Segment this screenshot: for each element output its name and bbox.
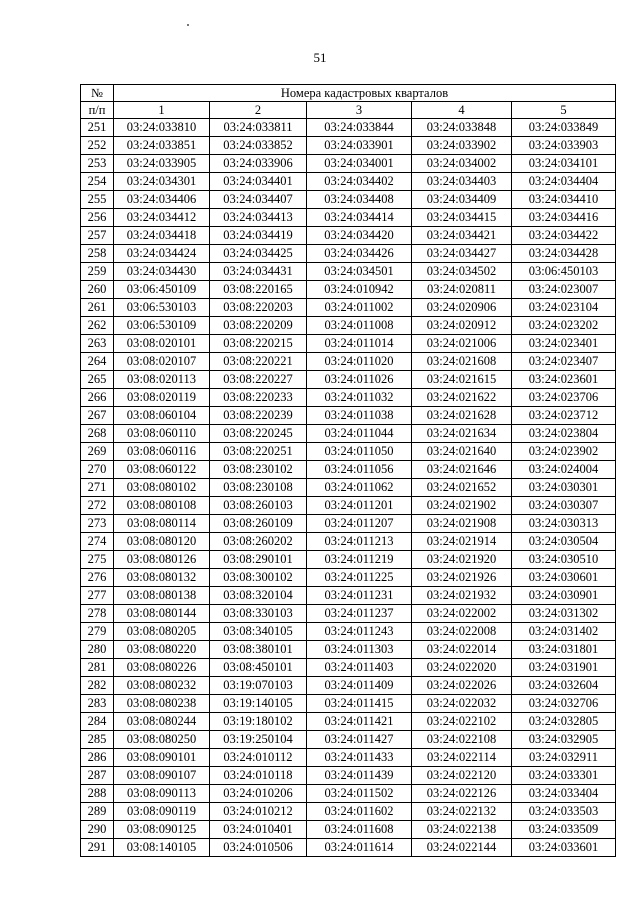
cadastral-number-cell: 03:24:034421 (412, 227, 512, 245)
cadastral-number-cell: 03:08:020101 (114, 335, 210, 353)
row-number: 260 (81, 281, 114, 299)
table-row (81, 623, 616, 641)
cadastral-number-cell: 03:24:030901 (512, 587, 616, 605)
cadastral-number-cell: 03:24:021608 (412, 353, 512, 371)
cadastral-number-cell: 03:24:032706 (512, 695, 616, 713)
row-number: 251 (81, 119, 114, 137)
cadastral-number-cell: 03:24:034427 (412, 245, 512, 263)
cadastral-number-cell: 03:24:021006 (412, 335, 512, 353)
table-row (81, 281, 616, 299)
cadastral-number-cell: 03:08:330103 (210, 605, 307, 623)
cadastral-number-cell: 03:06:530103 (114, 299, 210, 317)
cadastral-number-cell: 03:24:022120 (412, 767, 512, 785)
table-row (81, 209, 616, 227)
cadastral-number-cell: 03:24:034002 (412, 155, 512, 173)
cadastral-number-cell: 03:08:220209 (210, 317, 307, 335)
cadastral-number-cell: 03:24:033301 (512, 767, 616, 785)
cadastral-number-cell: 03:19:070103 (210, 677, 307, 695)
cadastral-number-cell: 03:19:140105 (210, 695, 307, 713)
cadastral-number-cell: 03:08:060122 (114, 461, 210, 479)
cadastral-number-cell: 03:24:034426 (307, 245, 412, 263)
cadastral-number-cell: 03:24:033503 (512, 803, 616, 821)
cadastral-number-cell: 03:08:220215 (210, 335, 307, 353)
cadastral-number-cell: 03:24:011415 (307, 695, 412, 713)
table-row (81, 317, 616, 335)
cadastral-number-cell: 03:24:011020 (307, 353, 412, 371)
cadastral-number-cell: 03:08:080102 (114, 479, 210, 497)
cadastral-number-cell: 03:24:010942 (307, 281, 412, 299)
row-number: 281 (81, 659, 114, 677)
cadastral-number-cell: 03:24:011237 (307, 605, 412, 623)
cadastral-number-cell: 03:24:011439 (307, 767, 412, 785)
cadastral-number-cell: 03:24:034418 (114, 227, 210, 245)
cadastral-number-cell: 03:08:090113 (114, 785, 210, 803)
cadastral-number-cell: 03:24:011002 (307, 299, 412, 317)
header-group-title: Номера кадастровых кварталов (114, 85, 616, 102)
row-number: 271 (81, 479, 114, 497)
cadastral-number-cell: 03:24:033844 (307, 119, 412, 137)
header-row-index: п/п (81, 102, 114, 119)
cadastral-number-cell: 03:24:010212 (210, 803, 307, 821)
cadastral-number-cell: 03:24:033404 (512, 785, 616, 803)
table-row (81, 389, 616, 407)
cadastral-number-cell: 03:24:034412 (114, 209, 210, 227)
row-number: 270 (81, 461, 114, 479)
cadastral-number-cell: 03:24:030313 (512, 515, 616, 533)
cadastral-number-cell: 03:08:220251 (210, 443, 307, 461)
row-number: 283 (81, 695, 114, 713)
cadastral-number-cell: 03:24:022126 (412, 785, 512, 803)
row-number: 262 (81, 317, 114, 335)
cadastral-number-cell: 03:24:011231 (307, 587, 412, 605)
cadastral-number-cell: 03:24:022132 (412, 803, 512, 821)
cadastral-number-cell: 03:24:023706 (512, 389, 616, 407)
cadastral-number-cell: 03:24:021914 (412, 533, 512, 551)
cadastral-number-cell: 03:08:020119 (114, 389, 210, 407)
cadastral-number-cell: 03:08:080250 (114, 731, 210, 749)
cadastral-number-cell: 03:08:080226 (114, 659, 210, 677)
cadastral-number-cell: 03:24:033810 (114, 119, 210, 137)
cadastral-number-cell: 03:24:011014 (307, 335, 412, 353)
cadastral-number-cell: 03:24:010118 (210, 767, 307, 785)
cadastral-number-cell: 03:08:450101 (210, 659, 307, 677)
cadastral-number-cell: 03:08:220203 (210, 299, 307, 317)
row-number: 258 (81, 245, 114, 263)
table-row (81, 137, 616, 155)
cadastral-number-cell: 03:24:022114 (412, 749, 512, 767)
row-number: 274 (81, 533, 114, 551)
cadastral-number-cell: 03:08:140105 (114, 839, 210, 857)
cadastral-number-cell: 03:08:220221 (210, 353, 307, 371)
cadastral-number-cell: 03:24:022102 (412, 713, 512, 731)
table-row (81, 569, 616, 587)
cadastral-number-cell: 03:19:180102 (210, 713, 307, 731)
row-number: 253 (81, 155, 114, 173)
cadastral-number-cell: 03:24:034416 (512, 209, 616, 227)
cadastral-number-cell: 03:08:380101 (210, 641, 307, 659)
cadastral-number-cell: 03:24:020906 (412, 299, 512, 317)
table-row (81, 749, 616, 767)
cadastral-number-cell: 03:24:021628 (412, 407, 512, 425)
cadastral-number-cell: 03:08:260103 (210, 497, 307, 515)
cadastral-number-cell: 03:24:033902 (412, 137, 512, 155)
cadastral-number-cell: 03:24:010112 (210, 749, 307, 767)
row-number: 290 (81, 821, 114, 839)
table-row (81, 119, 616, 137)
row-number: 280 (81, 641, 114, 659)
column-header-5: 5 (512, 102, 616, 119)
table-row (81, 731, 616, 749)
row-number: 268 (81, 425, 114, 443)
cadastral-number-cell: 03:08:300102 (210, 569, 307, 587)
column-header-1: 1 (114, 102, 210, 119)
table-row (81, 641, 616, 659)
cadastral-number-cell: 03:24:011409 (307, 677, 412, 695)
cadastral-number-cell: 03:24:034501 (307, 263, 412, 281)
cadastral-number-cell: 03:24:021634 (412, 425, 512, 443)
cadastral-number-cell: 03:08:080238 (114, 695, 210, 713)
page-number: 51 (313, 50, 327, 65)
cadastral-number-cell: 03:08:080232 (114, 677, 210, 695)
cadastral-number-cell: 03:24:010401 (210, 821, 307, 839)
row-number: 254 (81, 173, 114, 191)
cadastral-quarters-table (80, 84, 616, 857)
cadastral-number-cell: 03:06:450103 (512, 263, 616, 281)
cadastral-number-cell: 03:08:220245 (210, 425, 307, 443)
cadastral-number-cell: 03:06:530109 (114, 317, 210, 335)
cadastral-number-cell: 03:06:450109 (114, 281, 210, 299)
row-number: 266 (81, 389, 114, 407)
cadastral-number-cell: 03:08:340105 (210, 623, 307, 641)
cadastral-number-cell: 03:24:031302 (512, 605, 616, 623)
cadastral-number-cell: 03:24:011201 (307, 497, 412, 515)
table-row (81, 713, 616, 731)
cadastral-number-cell: 03:24:034401 (210, 173, 307, 191)
cadastral-number-cell: 03:24:011421 (307, 713, 412, 731)
cadastral-number-cell: 03:08:090107 (114, 767, 210, 785)
cadastral-number-cell: 03:24:031801 (512, 641, 616, 659)
column-header-3: 3 (307, 102, 412, 119)
table-row (81, 371, 616, 389)
cadastral-number-cell: 03:24:031901 (512, 659, 616, 677)
row-number: 264 (81, 353, 114, 371)
cadastral-number-cell: 03:08:090125 (114, 821, 210, 839)
cadastral-number-cell: 03:24:021932 (412, 587, 512, 605)
table-row (81, 479, 616, 497)
table-row (81, 803, 616, 821)
table-row (81, 425, 616, 443)
table-row (81, 173, 616, 191)
cadastral-number-cell: 03:24:030504 (512, 533, 616, 551)
row-number: 285 (81, 731, 114, 749)
cadastral-number-cell: 03:24:011433 (307, 749, 412, 767)
cadastral-number-cell: 03:08:090101 (114, 749, 210, 767)
cadastral-number-cell: 03:24:034101 (512, 155, 616, 173)
cadastral-number-cell: 03:24:011050 (307, 443, 412, 461)
cadastral-number-cell: 03:24:023401 (512, 335, 616, 353)
table-row (81, 695, 616, 713)
cadastral-number-cell: 03:08:260109 (210, 515, 307, 533)
row-number: 265 (81, 371, 114, 389)
row-number: 261 (81, 299, 114, 317)
cadastral-number-cell: 03:24:034424 (114, 245, 210, 263)
cadastral-number-cell: 03:24:032911 (512, 749, 616, 767)
cadastral-number-cell: 03:08:090119 (114, 803, 210, 821)
cadastral-number-cell: 03:08:220233 (210, 389, 307, 407)
cadastral-number-cell: 03:24:011044 (307, 425, 412, 443)
row-number: 259 (81, 263, 114, 281)
cadastral-number-cell: 03:08:080108 (114, 497, 210, 515)
cadastral-number-cell: 03:24:034402 (307, 173, 412, 191)
cadastral-number-cell: 03:24:023601 (512, 371, 616, 389)
cadastral-number-cell: 03:24:021615 (412, 371, 512, 389)
cadastral-number-cell: 03:24:011608 (307, 821, 412, 839)
cadastral-number-cell: 03:24:034415 (412, 209, 512, 227)
cadastral-number-cell: 03:24:024004 (512, 461, 616, 479)
row-number: 288 (81, 785, 114, 803)
row-number: 278 (81, 605, 114, 623)
cadastral-number-cell: 03:24:032805 (512, 713, 616, 731)
cadastral-number-cell: 03:08:080244 (114, 713, 210, 731)
cadastral-number-cell: 03:24:020912 (412, 317, 512, 335)
row-number: 277 (81, 587, 114, 605)
cadastral-number-cell: 03:24:011427 (307, 731, 412, 749)
cadastral-number-cell: 03:24:034420 (307, 227, 412, 245)
table-row (81, 407, 616, 425)
cadastral-number-cell: 03:24:011502 (307, 785, 412, 803)
cadastral-number-cell: 03:24:034431 (210, 263, 307, 281)
table-row (81, 191, 616, 209)
cadastral-number-cell: 03:24:022002 (412, 605, 512, 623)
cadastral-number-cell: 03:24:034403 (412, 173, 512, 191)
cadastral-number-cell: 03:08:220239 (210, 407, 307, 425)
table-row (81, 245, 616, 263)
cadastral-number-cell: 03:08:080126 (114, 551, 210, 569)
header-number-sign: № (81, 85, 114, 102)
cadastral-number-cell: 03:24:033905 (114, 155, 210, 173)
row-number: 286 (81, 749, 114, 767)
cadastral-number-cell: 03:24:011213 (307, 533, 412, 551)
cadastral-number-cell: 03:24:034502 (412, 263, 512, 281)
row-number: 272 (81, 497, 114, 515)
cadastral-number-cell: 03:24:033509 (512, 821, 616, 839)
cadastral-number-cell: 03:24:023712 (512, 407, 616, 425)
cadastral-number-cell: 03:24:022032 (412, 695, 512, 713)
cadastral-number-cell: 03:24:021902 (412, 497, 512, 515)
cadastral-number-cell: 03:08:060104 (114, 407, 210, 425)
cadastral-number-cell: 03:24:034428 (512, 245, 616, 263)
cadastral-number-cell: 03:24:034419 (210, 227, 307, 245)
table-row (81, 353, 616, 371)
cadastral-number-cell: 03:24:022026 (412, 677, 512, 695)
cadastral-number-cell: 03:24:034408 (307, 191, 412, 209)
cadastral-number-cell: 03:08:080120 (114, 533, 210, 551)
cadastral-number-cell: 03:08:060110 (114, 425, 210, 443)
cadastral-number-cell: 03:24:030301 (512, 479, 616, 497)
cadastral-number-cell: 03:24:023407 (512, 353, 616, 371)
cadastral-number-cell: 03:24:033601 (512, 839, 616, 857)
row-number: 257 (81, 227, 114, 245)
table-row (81, 155, 616, 173)
row-number: 282 (81, 677, 114, 695)
row-number: 279 (81, 623, 114, 641)
row-number: 291 (81, 839, 114, 857)
table-row (81, 335, 616, 353)
cadastral-number-cell: 03:24:023007 (512, 281, 616, 299)
cadastral-number-cell: 03:24:011038 (307, 407, 412, 425)
cadastral-number-cell: 03:24:011008 (307, 317, 412, 335)
cadastral-number-cell: 03:24:030601 (512, 569, 616, 587)
table-row (81, 461, 616, 479)
cadastral-number-cell: 03:08:290101 (210, 551, 307, 569)
table-row (81, 821, 616, 839)
table-row (81, 299, 616, 317)
cadastral-number-cell: 03:24:034414 (307, 209, 412, 227)
cadastral-number-cell: 03:24:021908 (412, 515, 512, 533)
cadastral-number-cell: 03:24:034413 (210, 209, 307, 227)
cadastral-number-cell: 03:24:011062 (307, 479, 412, 497)
cadastral-number-cell: 03:24:034422 (512, 227, 616, 245)
cadastral-number-cell: 03:24:011219 (307, 551, 412, 569)
row-number: 287 (81, 767, 114, 785)
cadastral-number-cell: 03:24:034410 (512, 191, 616, 209)
scan-speck (187, 24, 189, 26)
row-number: 269 (81, 443, 114, 461)
cadastral-number-cell: 03:24:010506 (210, 839, 307, 857)
cadastral-number-cell: 03:08:060116 (114, 443, 210, 461)
cadastral-number-cell: 03:24:034406 (114, 191, 210, 209)
cadastral-number-cell: 03:24:030510 (512, 551, 616, 569)
cadastral-number-cell: 03:24:022008 (412, 623, 512, 641)
cadastral-number-cell: 03:24:033849 (512, 119, 616, 137)
cadastral-number-cell: 03:24:034404 (512, 173, 616, 191)
row-number: 276 (81, 569, 114, 587)
row-number: 273 (81, 515, 114, 533)
cadastral-number-cell: 03:08:080220 (114, 641, 210, 659)
cadastral-number-cell: 03:08:020113 (114, 371, 210, 389)
cadastral-number-cell: 03:08:080205 (114, 623, 210, 641)
cadastral-number-cell: 03:24:021920 (412, 551, 512, 569)
row-number: 284 (81, 713, 114, 731)
cadastral-number-cell: 03:24:011602 (307, 803, 412, 821)
table-row (81, 551, 616, 569)
cadastral-number-cell: 03:24:011056 (307, 461, 412, 479)
table-row (81, 659, 616, 677)
table-row (81, 263, 616, 281)
column-header-2: 2 (210, 102, 307, 119)
table-row (81, 677, 616, 695)
cadastral-number-cell: 03:24:032604 (512, 677, 616, 695)
cadastral-number-cell: 03:08:260202 (210, 533, 307, 551)
table-row (81, 767, 616, 785)
cadastral-number-cell: 03:24:034001 (307, 155, 412, 173)
cadastral-number-cell: 03:08:080114 (114, 515, 210, 533)
cadastral-number-cell: 03:24:011243 (307, 623, 412, 641)
cadastral-number-cell: 03:24:034409 (412, 191, 512, 209)
cadastral-number-cell: 03:24:011207 (307, 515, 412, 533)
cadastral-number-cell: 03:24:020811 (412, 281, 512, 299)
table-body (81, 119, 616, 857)
row-number: 256 (81, 209, 114, 227)
cadastral-number-cell: 03:24:034425 (210, 245, 307, 263)
cadastral-number-cell: 03:24:022138 (412, 821, 512, 839)
cadastral-number-cell: 03:24:033852 (210, 137, 307, 155)
cadastral-number-cell: 03:24:033906 (210, 155, 307, 173)
cadastral-number-cell: 03:24:033851 (114, 137, 210, 155)
cadastral-number-cell: 03:08:080132 (114, 569, 210, 587)
cadastral-number-cell: 03:08:080144 (114, 605, 210, 623)
cadastral-number-cell: 03:08:020107 (114, 353, 210, 371)
row-number: 252 (81, 137, 114, 155)
row-number: 275 (81, 551, 114, 569)
table-row (81, 605, 616, 623)
cadastral-number-cell: 03:24:023104 (512, 299, 616, 317)
row-number: 263 (81, 335, 114, 353)
column-header-4: 4 (412, 102, 512, 119)
cadastral-number-cell: 03:24:021640 (412, 443, 512, 461)
cadastral-number-cell: 03:24:034430 (114, 263, 210, 281)
cadastral-number-cell: 03:08:230108 (210, 479, 307, 497)
cadastral-number-cell: 03:24:030307 (512, 497, 616, 515)
cadastral-number-cell: 03:24:011026 (307, 371, 412, 389)
cadastral-number-cell: 03:08:220165 (210, 281, 307, 299)
cadastral-number-cell: 03:24:021652 (412, 479, 512, 497)
cadastral-number-cell: 03:08:320104 (210, 587, 307, 605)
cadastral-number-cell: 03:24:033903 (512, 137, 616, 155)
cadastral-number-cell: 03:24:034301 (114, 173, 210, 191)
cadastral-number-cell: 03:24:022020 (412, 659, 512, 677)
table-row (81, 785, 616, 803)
cadastral-number-cell: 03:19:250104 (210, 731, 307, 749)
cadastral-number-cell: 03:24:023202 (512, 317, 616, 335)
table-row (81, 497, 616, 515)
cadastral-number-cell: 03:24:011614 (307, 839, 412, 857)
cadastral-number-cell: 03:24:023804 (512, 425, 616, 443)
cadastral-number-cell: 03:24:031402 (512, 623, 616, 641)
cadastral-number-cell: 03:24:021646 (412, 461, 512, 479)
cadastral-number-cell: 03:24:021926 (412, 569, 512, 587)
cadastral-number-cell: 03:24:022014 (412, 641, 512, 659)
cadastral-number-cell: 03:24:033811 (210, 119, 307, 137)
cadastral-number-cell: 03:24:010206 (210, 785, 307, 803)
cadastral-number-cell: 03:24:022108 (412, 731, 512, 749)
table-row (81, 227, 616, 245)
cadastral-number-cell: 03:24:034407 (210, 191, 307, 209)
row-number: 255 (81, 191, 114, 209)
row-number: 267 (81, 407, 114, 425)
cadastral-number-cell: 03:24:021622 (412, 389, 512, 407)
cadastral-number-cell: 03:24:033901 (307, 137, 412, 155)
table-row (81, 515, 616, 533)
table-row (81, 587, 616, 605)
cadastral-number-cell: 03:08:230102 (210, 461, 307, 479)
table-row (81, 533, 616, 551)
cadastral-number-cell: 03:24:011032 (307, 389, 412, 407)
cadastral-number-cell: 03:24:011225 (307, 569, 412, 587)
table-row (81, 443, 616, 461)
cadastral-number-cell: 03:24:011303 (307, 641, 412, 659)
cadastral-number-cell: 03:24:033848 (412, 119, 512, 137)
table-row (81, 839, 616, 857)
row-number: 289 (81, 803, 114, 821)
cadastral-number-cell: 03:24:011403 (307, 659, 412, 677)
cadastral-number-cell: 03:08:080138 (114, 587, 210, 605)
cadastral-number-cell: 03:24:023902 (512, 443, 616, 461)
cadastral-number-cell: 03:24:032905 (512, 731, 616, 749)
cadastral-number-cell: 03:08:220227 (210, 371, 307, 389)
cadastral-number-cell: 03:24:022144 (412, 839, 512, 857)
